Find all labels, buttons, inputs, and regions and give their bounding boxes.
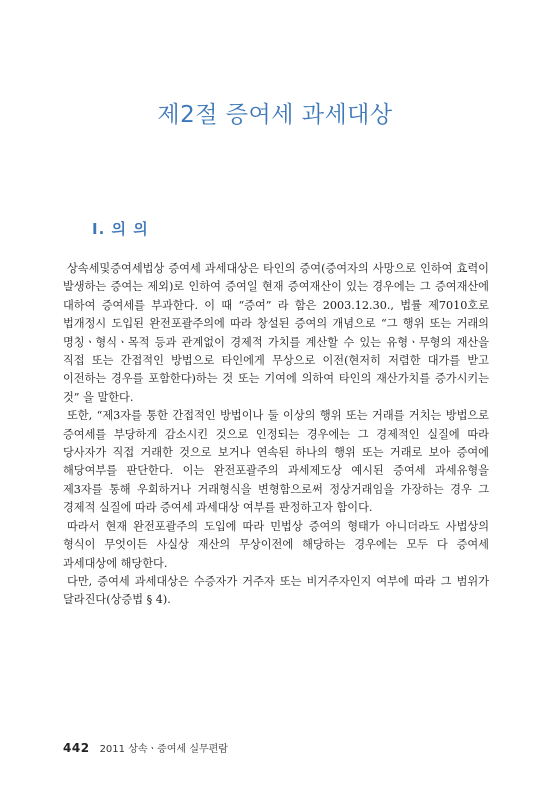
book-title: 2011 상속ㆍ증여세 실무편람 [99,744,228,755]
page-number: 442 [63,741,90,755]
paragraph-comprehensive-taxation: 따라서 현재 완전포괄주의 도입에 따라 민법상 증여의 형태가 아니더라도 사법상의 형식이 무엇이든 사실상 재산의 무상이전에 해당하는 경우에는 모두 다 증여세 과세대상에 해당한다. [63,519,489,570]
chapter-title: 제2절 증여세 과세대상 [157,102,393,128]
page-footer [63,740,228,755]
paragraph-indirect-method: 또한, “제3자를 통한 간접적인 방법이나 둘 이상의 행위 또는 거래를 거치는 방법으로 증여세를 부당하게 감소시킨 것으로 인정되는 경우에는 그 경제적인 실질에 따라 당사자가 직접 거래한 것으로 보거나 연속된 하나의 행위 또는 거래로 보아 증여에 해당여부를 판단한다. 이는 완전포괄주의 과세제도상 예시된 증여세 과세유형을 제3자를 통해 우회하거나 거래형식을 변형함으로써 정상거래임을 가장하는 경우 그 경제적 실질에 따라 증여세 과세대상 여부를 판정하고자 함이다. [63,409,489,515]
section-heading: Ⅰ. 의 의 [92,220,149,238]
paragraph-residency-scope: 다만, 증여세 과세대상은 수증자가 거주자 또는 비거주자인지 여부에 따라 그 범위가 달라진다(상증법 § 4). [63,574,489,607]
body-text [63,260,489,610]
paragraph-definition: 상속세및증여세법상 증여세 과세대상은 타인의 증여(증여자의 사망으로 인하여 효력이 발생하는 증여는 제외)로 인하여 증여일 현재 증여재산이 있는 경우에는 그 증여재산에 대하여 증여세를 부과한다. 이 때 “증여” 라 함은 2003.12.30., 법률 제7010호로 법개정시 도입된 완전포괄주의에 따라 창설된 증여의 개념으로 “그 행위 또는 거래의 명칭ㆍ형식ㆍ목적 등과 관계없이 경제적 가치를 계산할 수 있는 유형ㆍ무형의 재산을 직접 또는 간접적인 방법으로 타인에게 무상으로 이전(현저히 저렴한 대가를 받고 이전하는 경우를 포함한다)하는 것 또는 기여에 의하여 타인의 재산가치를 증가시키는 것” 을 말한다. [63,262,489,404]
